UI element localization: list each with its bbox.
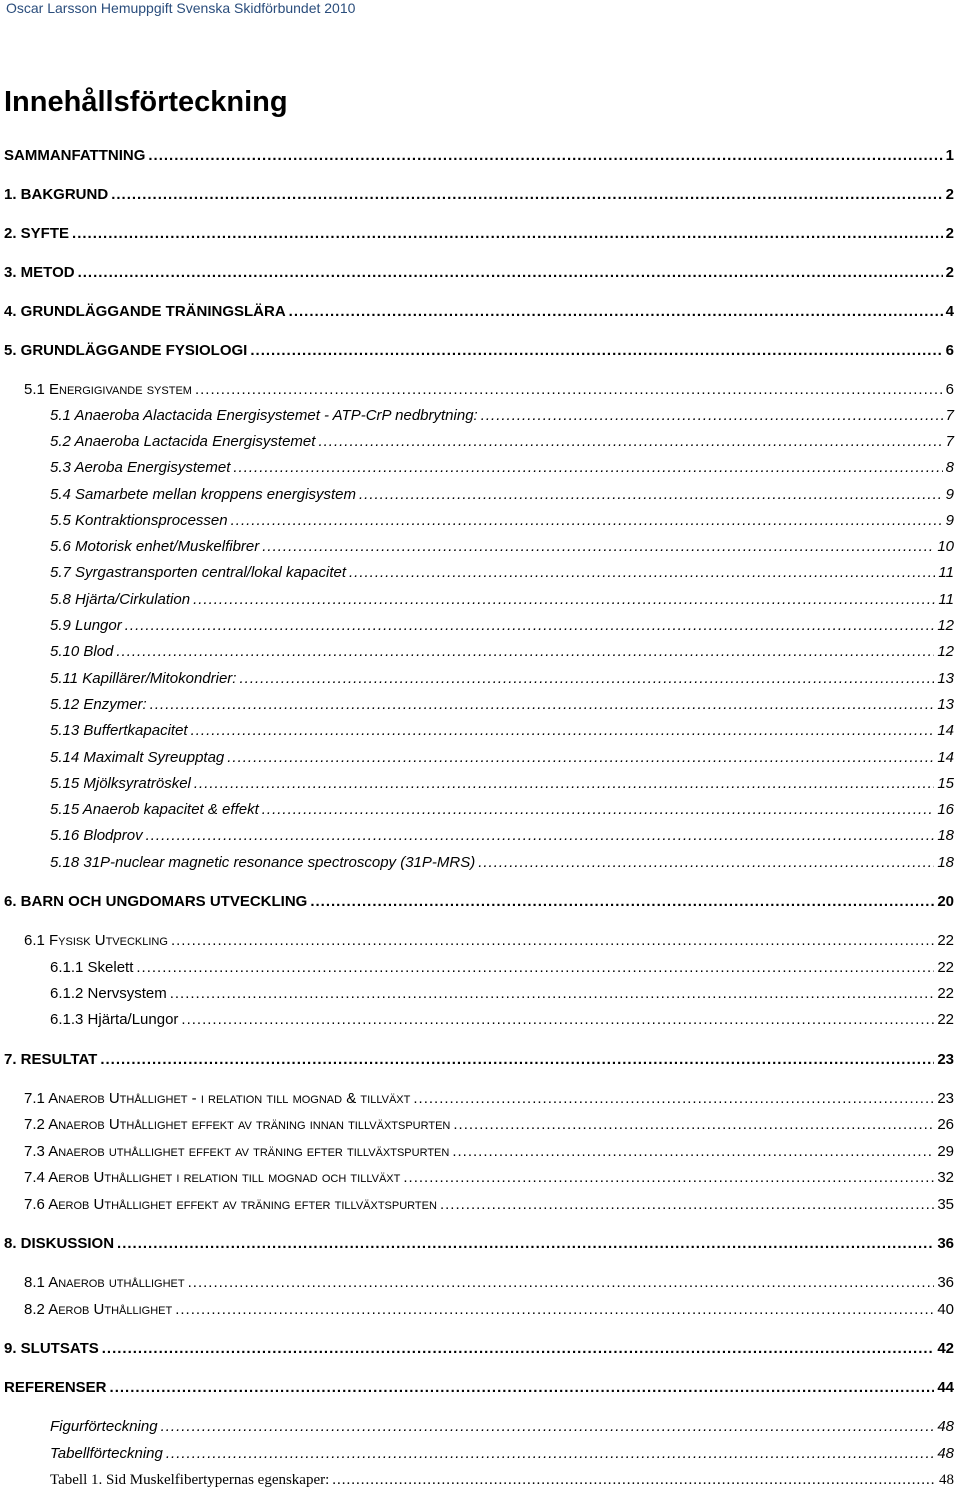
toc-entry[interactable] (0, 1233, 960, 1255)
toc-leader-dots (72, 223, 943, 245)
toc-leader-dots (111, 184, 942, 206)
toc-entry-label: 8.1 Anaerob uthållighet (24, 1274, 185, 1291)
toc-entry-page: 20 (937, 893, 954, 910)
toc-entry[interactable] (0, 184, 960, 206)
toc-leader-dots (452, 1141, 934, 1163)
toc-entry[interactable] (0, 825, 960, 847)
toc-entry-label: 5.16 Blodprov (50, 827, 143, 844)
toc-entry[interactable] (0, 457, 960, 479)
toc-leader-dots (239, 668, 934, 690)
toc-leader-dots (318, 431, 942, 453)
toc-leader-dots (231, 510, 943, 532)
toc-entry-page: 36 (937, 1274, 954, 1291)
toc-entry-page: 2 (945, 225, 954, 242)
toc-entry-label: 2. SYFTE (4, 225, 70, 242)
toc-leader-dots (166, 1443, 934, 1465)
toc-leader-dots (332, 1469, 936, 1491)
toc-leader-dots (453, 1114, 934, 1136)
toc-leader-dots (349, 562, 935, 584)
toc-entry-label: 8.2 Aerob Uthållighet (24, 1301, 173, 1318)
toc-leader-dots (117, 1233, 934, 1255)
toc-entry-page: 22 (937, 932, 954, 949)
toc-entry-page: 10 (937, 538, 954, 555)
toc-leader-dots (191, 720, 935, 742)
toc-entry-page: 48 (937, 1418, 954, 1435)
toc-leader-dots (78, 262, 943, 284)
toc-entry-label: 3. METOD (4, 264, 75, 281)
toc-entry-page: 13 (937, 696, 954, 713)
toc-entry[interactable] (0, 891, 960, 913)
toc-entry[interactable] (0, 1114, 960, 1136)
toc-entry-page: 1 (945, 147, 954, 164)
toc-entry[interactable] (0, 747, 960, 769)
toc-entry-label: 5.5 Kontraktionsprocessen (50, 512, 228, 529)
toc-entry[interactable] (0, 562, 960, 584)
toc-entry[interactable] (0, 405, 960, 427)
toc-entry[interactable] (0, 1141, 960, 1163)
toc-entry-page: 44 (937, 1379, 954, 1396)
toc-entry-label: 5.18 31P-nuclear magnetic resonance spectroscopy (31P-MRS) (50, 854, 476, 871)
toc-leader-dots (170, 983, 935, 1005)
toc-entry[interactable] (0, 641, 960, 663)
toc-entry[interactable] (0, 145, 960, 167)
toc-entry[interactable] (0, 379, 960, 401)
toc-leader-dots (148, 145, 942, 167)
toc-leader-dots (262, 536, 934, 558)
toc-leader-dots (481, 405, 943, 427)
toc-entry-label: 5.1 Energigivande system (24, 381, 192, 398)
toc-entry[interactable] (0, 1049, 960, 1071)
toc-entry-label: 7.2 Anaerob Uthållighet effekt av träning innan tillväxtspurten (24, 1116, 451, 1133)
toc-entry-page: 11 (938, 591, 954, 608)
toc-entry-label: 5.1 Anaeroba Alactacida Energisystemet - ATP-CrP nedbrytning: (50, 407, 478, 424)
toc-entry[interactable] (0, 262, 960, 284)
toc-entry-page: 32 (937, 1169, 954, 1186)
toc-entry[interactable] (0, 301, 960, 323)
toc-entry[interactable] (0, 852, 960, 874)
toc-entry[interactable] (0, 1272, 960, 1294)
toc-entry-label: 5.15 Anaerob kapacitet & effekt (50, 801, 259, 818)
toc-leader-dots (102, 1338, 935, 1360)
toc-entry-label: 5.2 Anaeroba Lactacida Energisystemet (50, 433, 316, 450)
toc-leader-dots (359, 484, 943, 506)
toc-entry[interactable] (0, 1009, 960, 1031)
toc-entry[interactable] (0, 694, 960, 716)
toc-entry-label: 7.3 Anaerob uthållighet effekt av träning efter tillväxtspurten (24, 1143, 450, 1160)
toc-leader-dots (100, 1049, 934, 1071)
toc-entry-page: 11 (938, 564, 954, 581)
toc-entry-page: 2 (945, 264, 954, 281)
toc-leader-dots (262, 799, 935, 821)
toc-leader-dots (227, 747, 934, 769)
toc-entry-page: 9 (945, 486, 954, 503)
toc-leader-dots (194, 773, 934, 795)
toc-leader-dots (150, 694, 935, 716)
toc-entry[interactable] (0, 1469, 960, 1491)
toc-leader-dots (181, 1009, 934, 1031)
toc-entry-label: 5.11 Kapillärer/Mitokondrier: (50, 670, 237, 687)
toc-entry-label: 5.14 Maximalt Syreupptag (50, 749, 225, 766)
toc-entry[interactable] (0, 340, 960, 362)
toc-leader-dots (195, 379, 943, 401)
toc-entry-label: REFERENSER (4, 1379, 107, 1396)
toc-entry-label: Figurförteckning (50, 1418, 158, 1435)
toc-entry-label: 5.4 Samarbete mellan kroppens energisystem (50, 486, 356, 503)
toc-entry[interactable] (0, 773, 960, 795)
toc-leader-dots (188, 1272, 935, 1294)
toc-entry-page: 16 (937, 801, 954, 818)
toc-entry-page: 12 (937, 643, 954, 660)
page-title: Innehållsförteckning (4, 86, 288, 118)
toc-leader-dots (125, 615, 935, 637)
toc-entry[interactable] (0, 983, 960, 1005)
toc-entry[interactable] (0, 1416, 960, 1438)
toc-entry-page: 42 (937, 1340, 954, 1357)
toc-leader-dots (110, 1377, 935, 1399)
toc-entry-label: 5. GRUNDLÄGGANDE FYSIOLOGI (4, 342, 248, 359)
toc-entry[interactable] (0, 1443, 960, 1465)
toc-entry-label: 7.1 Anaerob Uthållighet - i relation till mognad & tillväxt (24, 1090, 411, 1107)
toc-leader-dots (478, 852, 934, 874)
toc-leader-dots (161, 1416, 935, 1438)
toc-entry-label: 6.1.1 Skelett (50, 959, 134, 976)
toc-leader-dots (233, 457, 942, 479)
toc-entry[interactable] (0, 1299, 960, 1321)
toc-entry-page: 12 (937, 617, 954, 634)
toc-entry-page: 14 (937, 722, 954, 739)
toc-entry[interactable] (0, 484, 960, 506)
toc-entry-label: 5.15 Mjölksyratröskel (50, 775, 191, 792)
toc-entry-page: 40 (937, 1301, 954, 1318)
toc-entry-label: 1. BAKGRUND (4, 186, 109, 203)
toc-entry-page: 26 (937, 1116, 954, 1133)
toc-entry-page: 9 (945, 512, 954, 529)
toc-entry-label: 7.4 Aerob Uthållighet i relation till mognad och tillväxt (24, 1169, 401, 1186)
toc-leader-dots (310, 891, 934, 913)
toc-entry-page: 35 (937, 1196, 954, 1213)
toc-entry-page: 6 (945, 381, 954, 398)
toc-entry[interactable] (0, 223, 960, 245)
toc-entry[interactable] (0, 510, 960, 532)
toc-entry-page: 22 (937, 959, 954, 976)
page-header: Oscar Larsson Hemuppgift Svenska Skidförbundet 2010 (6, 0, 356, 16)
toc-entry-page: 23 (937, 1051, 954, 1068)
toc-entry-label: 5.9 Lungor (50, 617, 122, 634)
toc-entry-page: 7 (945, 433, 954, 450)
toc-entry-label: 5.10 Blod (50, 643, 114, 660)
toc-entry[interactable] (0, 930, 960, 952)
toc-entry-label: 6. BARN OCH UNGDOMARS UTVECKLING (4, 893, 308, 910)
toc-entry-label: 8. DISKUSSION (4, 1235, 115, 1252)
toc-entry-label: 5.13 Buffertkapacitet (50, 722, 188, 739)
toc-entry[interactable] (0, 799, 960, 821)
toc-leader-dots (250, 340, 942, 362)
toc-entry-page: 29 (937, 1143, 954, 1160)
toc-leader-dots (146, 825, 935, 847)
toc-entry[interactable] (0, 536, 960, 558)
toc-entry-page: 48 (937, 1445, 954, 1462)
toc-entry-page: 13 (937, 670, 954, 687)
toc-entry[interactable] (0, 1338, 960, 1360)
toc-entry-page: 8 (945, 459, 954, 476)
toc-entry-page: 2 (945, 186, 954, 203)
toc-leader-dots (116, 641, 934, 663)
toc-leader-dots (403, 1167, 934, 1189)
toc-leader-dots (289, 301, 943, 323)
toc-entry-label: 5.7 Syrgastransporten central/lokal kapacitet (50, 564, 346, 581)
toc-entry[interactable] (0, 720, 960, 742)
toc-leader-dots (171, 930, 934, 952)
toc-entry-label: 7.6 Aerob Uthållighet effekt av träning efter tillväxtspurten (24, 1196, 437, 1213)
toc-entry-label: 9. SLUTSATS (4, 1340, 99, 1357)
toc-entry-label: 5.8 Hjärta/Cirkulation (50, 591, 191, 608)
toc-entry[interactable] (0, 1377, 960, 1399)
toc-entry-page: 48 (939, 1472, 954, 1488)
toc-entry-page: 6 (945, 342, 954, 359)
toc-leader-dots (440, 1194, 934, 1216)
toc-entry-page: 15 (937, 775, 954, 792)
toc-entry-page: 7 (945, 407, 954, 424)
toc-entry[interactable] (0, 615, 960, 637)
toc-entry-page: 23 (937, 1090, 954, 1107)
toc-entry-page: 4 (945, 303, 954, 320)
toc-entry[interactable] (0, 1194, 960, 1216)
toc-entry-label: 6.1.3 Hjärta/Lungor (50, 1011, 179, 1028)
toc-entry-label: Tabellförteckning (50, 1445, 163, 1462)
toc-leader-dots (136, 957, 934, 979)
toc-entry[interactable] (0, 1167, 960, 1189)
toc-entry-page: 14 (937, 749, 954, 766)
toc-leader-dots (413, 1088, 934, 1110)
toc-entry-page: 18 (937, 827, 954, 844)
toc-entry-label: 6.1.2 Nervsystem (50, 985, 167, 1002)
toc-entry-label: Tabell 1. Sid Muskelfibertypernas egenskaper: (50, 1472, 330, 1488)
toc-entry-page: 22 (937, 985, 954, 1002)
toc-entry[interactable] (0, 957, 960, 979)
toc-leader-dots (175, 1299, 934, 1321)
toc-entry[interactable] (0, 1088, 960, 1110)
toc-entry[interactable] (0, 668, 960, 690)
toc-entry-label: 5.6 Motorisk enhet/Muskelfibrer (50, 538, 260, 555)
toc-entry-label: SAMMANFATTNING (4, 147, 146, 164)
toc-entry-label: 5.3 Aeroba Energisystemet (50, 459, 231, 476)
toc-entry-page: 18 (937, 854, 954, 871)
toc-entry-label: 7. RESULTAT (4, 1051, 98, 1068)
toc-entry-label: 5.12 Enzymer: (50, 696, 147, 713)
toc-entry[interactable] (0, 589, 960, 611)
toc-entry-page: 22 (937, 1011, 954, 1028)
toc-entry-label: 6.1 Fysisk Utveckling (24, 932, 168, 949)
toc-entry[interactable] (0, 431, 960, 453)
toc-leader-dots (193, 589, 935, 611)
toc-entry-page: 36 (937, 1235, 954, 1252)
toc-entry-label: 4. GRUNDLÄGGANDE TRÄNINGSLÄRA (4, 303, 286, 320)
